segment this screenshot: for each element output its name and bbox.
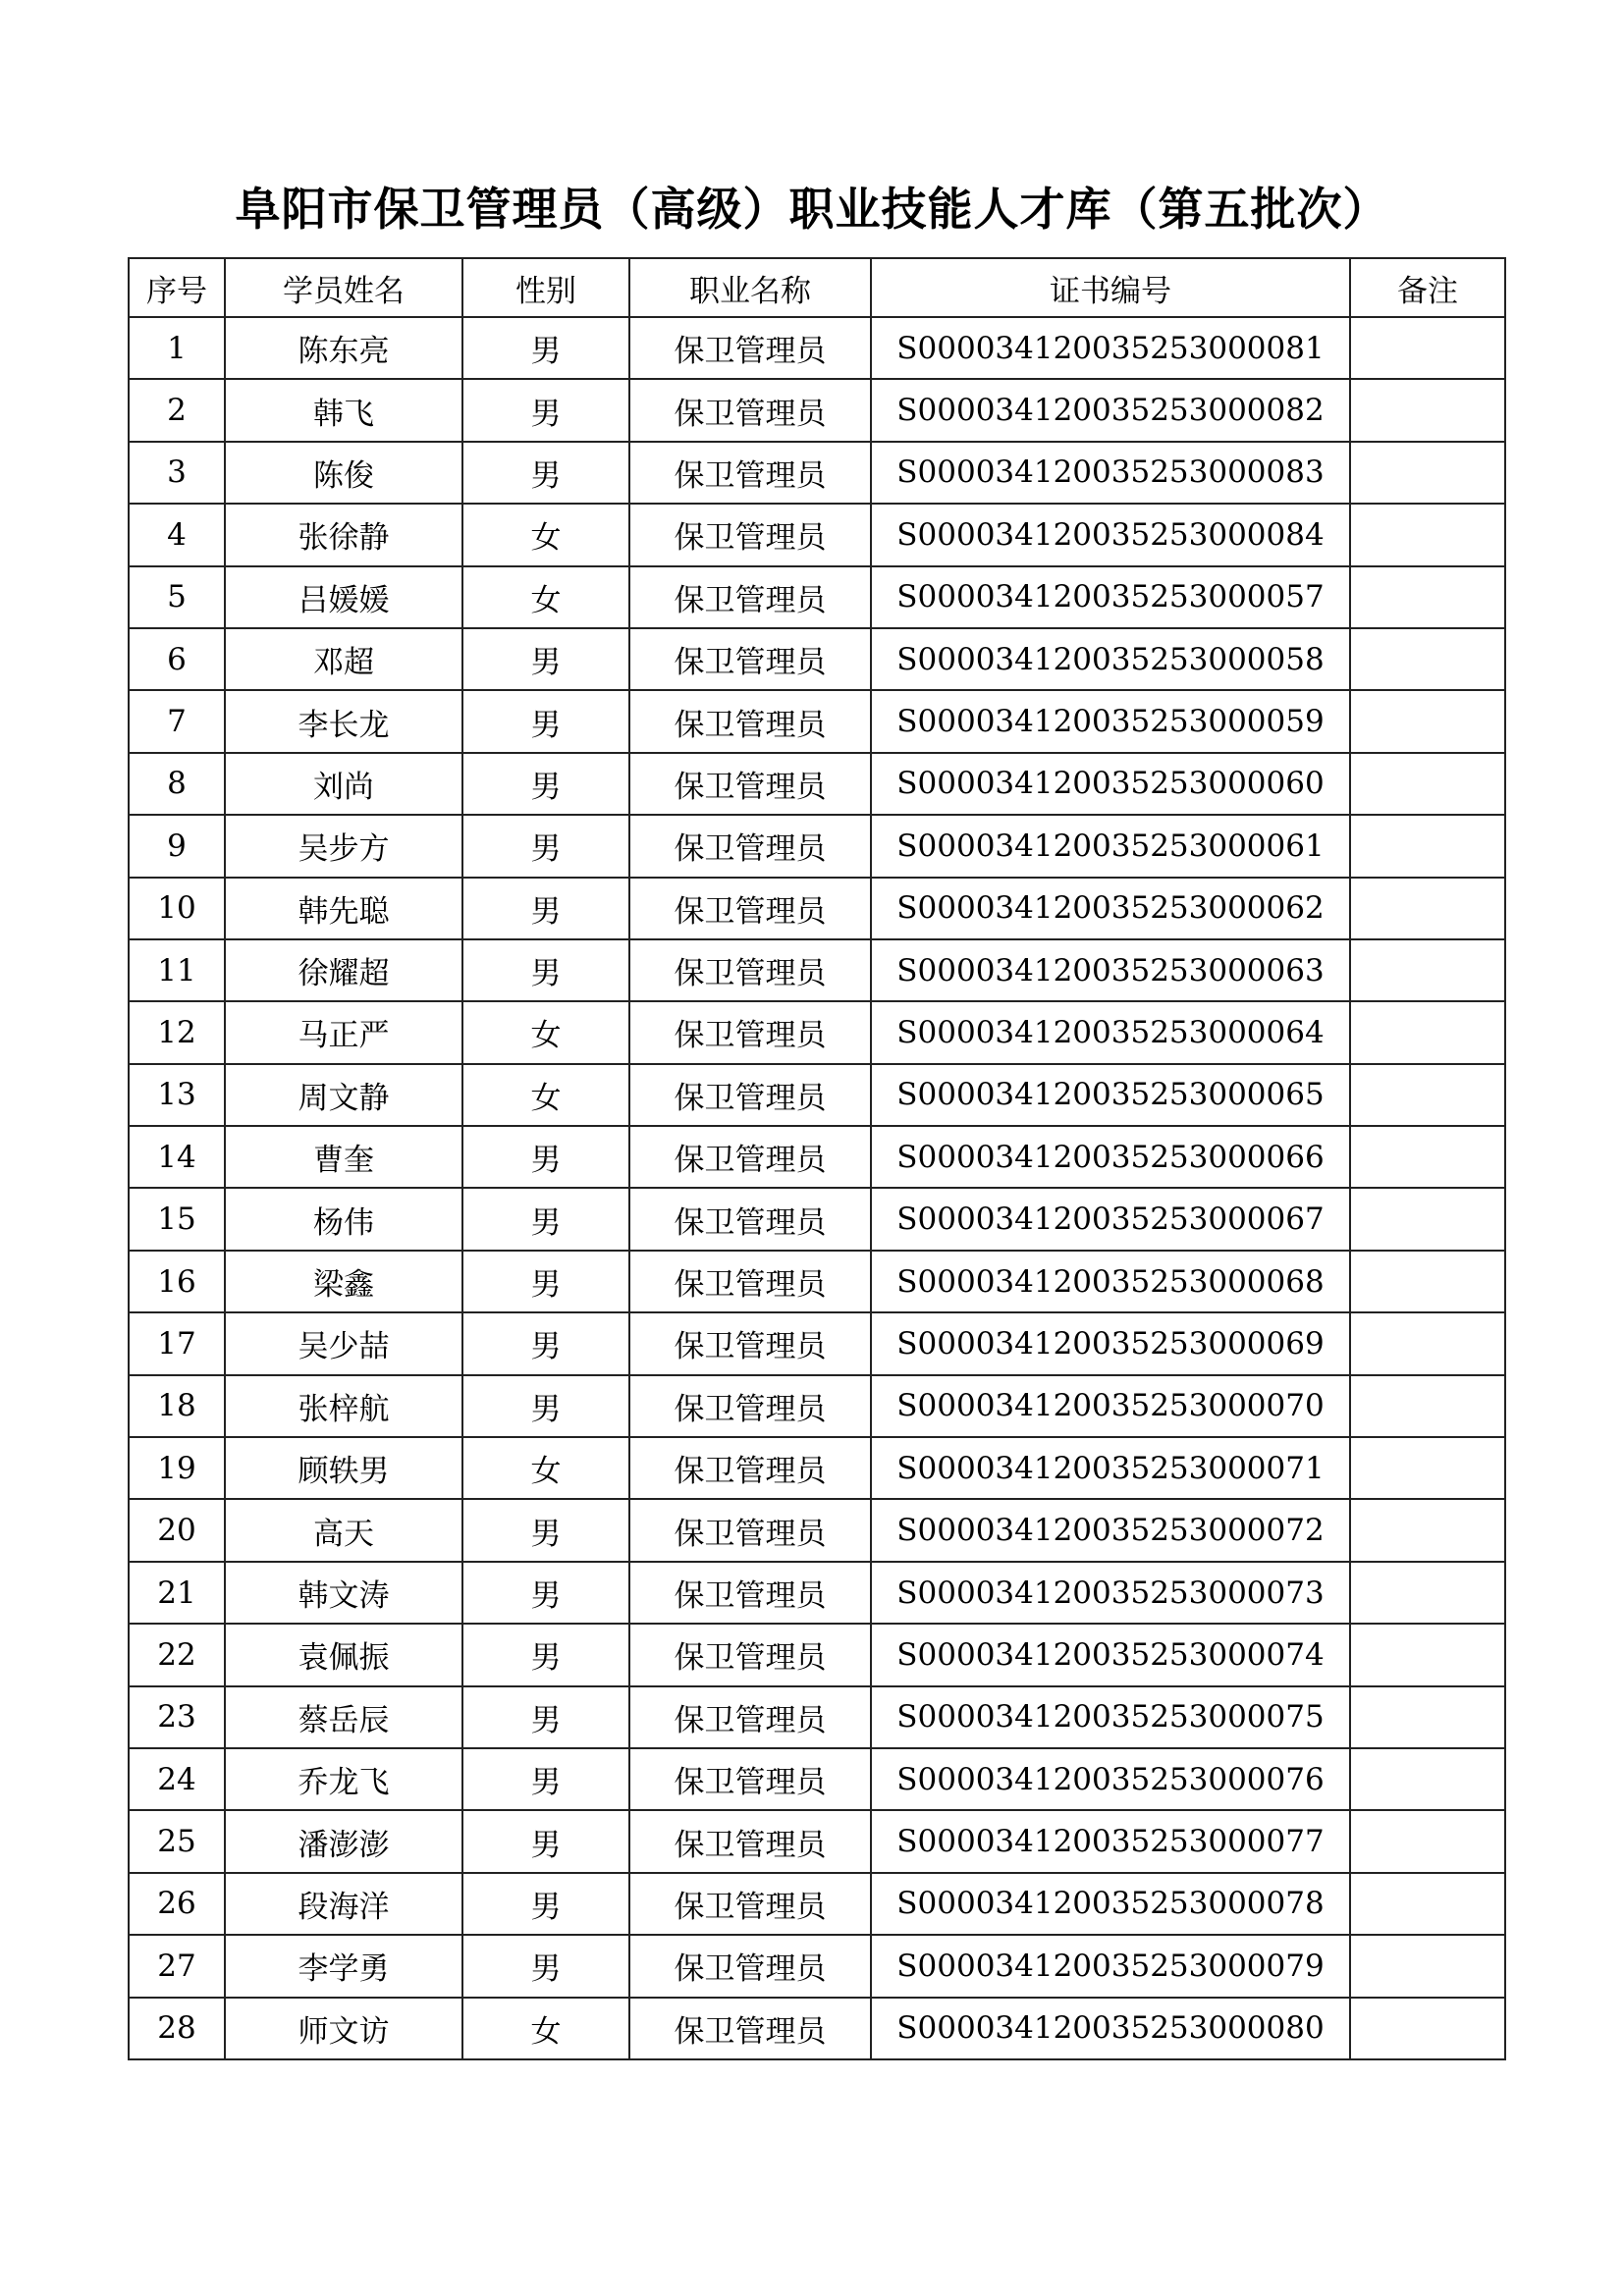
cell-name: 师文访 (225, 1998, 462, 2059)
cell-note (1350, 1499, 1505, 1561)
cell-note (1350, 1998, 1505, 2059)
cell-note (1350, 878, 1505, 939)
cell-gender: 男 (462, 1748, 629, 1810)
cell-cert: S000034120035253000076 (871, 1748, 1350, 1810)
table-row (129, 1562, 1505, 1624)
cell-occupation: 保卫管理员 (629, 878, 871, 939)
table-row (129, 1312, 1505, 1374)
cell-no: 18 (129, 1375, 225, 1437)
cell-no: 15 (129, 1188, 225, 1250)
cell-note (1350, 1873, 1505, 1935)
cell-no: 26 (129, 1873, 225, 1935)
cell-note (1350, 1935, 1505, 1997)
cell-cert: S000034120035253000067 (871, 1188, 1350, 1250)
cell-name: 刘尚 (225, 753, 462, 815)
cell-no: 8 (129, 753, 225, 815)
cell-occupation: 保卫管理员 (629, 1251, 871, 1312)
cell-gender: 女 (462, 566, 629, 628)
cell-occupation: 保卫管理员 (629, 1873, 871, 1935)
cell-no: 12 (129, 1001, 225, 1063)
cell-cert: S000034120035253000082 (871, 379, 1350, 441)
cell-no: 2 (129, 379, 225, 441)
cell-cert: S000034120035253000070 (871, 1375, 1350, 1437)
cell-occupation: 保卫管理员 (629, 1375, 871, 1437)
cell-note (1350, 1375, 1505, 1437)
header-no: 序号 (129, 258, 225, 317)
cell-cert: S000034120035253000071 (871, 1437, 1350, 1499)
table-row (129, 504, 1505, 565)
table-row (129, 1437, 1505, 1499)
roster-table (128, 257, 1506, 2060)
cell-name: 梁鑫 (225, 1251, 462, 1312)
cell-name: 韩先聪 (225, 878, 462, 939)
cell-no: 13 (129, 1064, 225, 1126)
cell-name: 韩飞 (225, 379, 462, 441)
cell-gender: 女 (462, 1001, 629, 1063)
cell-note (1350, 1251, 1505, 1312)
cell-note (1350, 1001, 1505, 1063)
cell-name: 陈俊 (225, 442, 462, 504)
cell-note (1350, 1686, 1505, 1748)
cell-name: 邓超 (225, 628, 462, 690)
table-body (129, 317, 1505, 2059)
cell-cert: S000034120035253000079 (871, 1935, 1350, 1997)
cell-cert: S000034120035253000073 (871, 1562, 1350, 1624)
cell-gender: 男 (462, 1935, 629, 1997)
cell-name: 李学勇 (225, 1935, 462, 1997)
cell-name: 吕媛媛 (225, 566, 462, 628)
cell-no: 24 (129, 1748, 225, 1810)
cell-cert: S000034120035253000080 (871, 1998, 1350, 2059)
cell-cert: S000034120035253000057 (871, 566, 1350, 628)
cell-cert: S000034120035253000066 (871, 1126, 1350, 1188)
cell-name: 李长龙 (225, 690, 462, 752)
cell-gender: 男 (462, 317, 629, 379)
cell-occupation: 保卫管理员 (629, 1562, 871, 1624)
cell-name: 徐耀超 (225, 939, 462, 1001)
cell-cert: S000034120035253000060 (871, 753, 1350, 815)
cell-no: 17 (129, 1312, 225, 1374)
cell-gender: 男 (462, 1562, 629, 1624)
cell-gender: 男 (462, 1686, 629, 1748)
cell-gender: 男 (462, 1624, 629, 1685)
cell-no: 20 (129, 1499, 225, 1561)
cell-gender: 男 (462, 1499, 629, 1561)
cell-cert: S000034120035253000077 (871, 1810, 1350, 1872)
table-row (129, 1499, 1505, 1561)
table-row (129, 1375, 1505, 1437)
cell-cert: S000034120035253000081 (871, 317, 1350, 379)
cell-name: 曹奎 (225, 1126, 462, 1188)
table-row (129, 1251, 1505, 1312)
cell-no: 28 (129, 1998, 225, 2059)
table-row (129, 1064, 1505, 1126)
cell-no: 4 (129, 504, 225, 565)
cell-no: 16 (129, 1251, 225, 1312)
cell-note (1350, 1126, 1505, 1188)
cell-name: 韩文涛 (225, 1562, 462, 1624)
table-header (129, 258, 1505, 317)
table-row (129, 939, 1505, 1001)
cell-gender: 男 (462, 1188, 629, 1250)
cell-occupation: 保卫管理员 (629, 628, 871, 690)
table-row (129, 1810, 1505, 1872)
cell-no: 21 (129, 1562, 225, 1624)
table-row (129, 1686, 1505, 1748)
cell-no: 5 (129, 566, 225, 628)
cell-gender: 男 (462, 1810, 629, 1872)
cell-gender: 男 (462, 1126, 629, 1188)
cell-name: 段海洋 (225, 1873, 462, 1935)
cell-no: 19 (129, 1437, 225, 1499)
cell-cert: S000034120035253000069 (871, 1312, 1350, 1374)
table-row (129, 1998, 1505, 2059)
cell-gender: 女 (462, 504, 629, 565)
cell-cert: S000034120035253000068 (871, 1251, 1350, 1312)
cell-cert: S000034120035253000062 (871, 878, 1350, 939)
cell-note (1350, 566, 1505, 628)
cell-no: 23 (129, 1686, 225, 1748)
cell-cert: S000034120035253000061 (871, 815, 1350, 877)
header-row (129, 258, 1505, 317)
cell-cert: S000034120035253000064 (871, 1001, 1350, 1063)
cell-gender: 男 (462, 1251, 629, 1312)
cell-note (1350, 1188, 1505, 1250)
cell-note (1350, 1437, 1505, 1499)
cell-name: 高天 (225, 1499, 462, 1561)
cell-occupation: 保卫管理员 (629, 1001, 871, 1063)
cell-note (1350, 504, 1505, 565)
table-row (129, 690, 1505, 752)
cell-gender: 男 (462, 628, 629, 690)
cell-occupation: 保卫管理员 (629, 1998, 871, 2059)
cell-occupation: 保卫管理员 (629, 1312, 871, 1374)
cell-note (1350, 1312, 1505, 1374)
cell-name: 张徐静 (225, 504, 462, 565)
cell-cert: S000034120035253000072 (871, 1499, 1350, 1561)
cell-no: 1 (129, 317, 225, 379)
cell-gender: 男 (462, 878, 629, 939)
header-occupation: 职业名称 (629, 258, 871, 317)
table-row (129, 753, 1505, 815)
cell-note (1350, 628, 1505, 690)
table-row (129, 628, 1505, 690)
cell-note (1350, 379, 1505, 441)
header-gender: 性别 (462, 258, 629, 317)
cell-occupation: 保卫管理员 (629, 442, 871, 504)
cell-note (1350, 1748, 1505, 1810)
cell-no: 27 (129, 1935, 225, 1997)
cell-no: 10 (129, 878, 225, 939)
table-row (129, 1624, 1505, 1685)
cell-occupation: 保卫管理员 (629, 1810, 871, 1872)
cell-no: 11 (129, 939, 225, 1001)
cell-note (1350, 1810, 1505, 1872)
cell-note (1350, 815, 1505, 877)
cell-note (1350, 1064, 1505, 1126)
cell-cert: S000034120035253000078 (871, 1873, 1350, 1935)
cell-note (1350, 939, 1505, 1001)
cell-occupation: 保卫管理员 (629, 1064, 871, 1126)
cell-no: 25 (129, 1810, 225, 1872)
cell-occupation: 保卫管理员 (629, 939, 871, 1001)
cell-gender: 男 (462, 1873, 629, 1935)
cell-gender: 女 (462, 1437, 629, 1499)
cell-occupation: 保卫管理员 (629, 504, 871, 565)
cell-name: 张梓航 (225, 1375, 462, 1437)
cell-name: 袁佩振 (225, 1624, 462, 1685)
cell-no: 7 (129, 690, 225, 752)
cell-name: 蔡岳辰 (225, 1686, 462, 1748)
cell-cert: S000034120035253000059 (871, 690, 1350, 752)
header-name: 学员姓名 (225, 258, 462, 317)
cell-occupation: 保卫管理员 (629, 379, 871, 441)
cell-name: 吴步方 (225, 815, 462, 877)
cell-note (1350, 1562, 1505, 1624)
cell-name: 乔龙飞 (225, 1748, 462, 1810)
cell-gender: 男 (462, 379, 629, 441)
cell-no: 9 (129, 815, 225, 877)
cell-gender: 男 (462, 753, 629, 815)
cell-occupation: 保卫管理员 (629, 815, 871, 877)
cell-gender: 男 (462, 939, 629, 1001)
cell-occupation: 保卫管理员 (629, 1188, 871, 1250)
cell-occupation: 保卫管理员 (629, 1437, 871, 1499)
cell-gender: 男 (462, 1375, 629, 1437)
table-row (129, 1126, 1505, 1188)
cell-occupation: 保卫管理员 (629, 1935, 871, 1997)
cell-occupation: 保卫管理员 (629, 566, 871, 628)
table-row (129, 878, 1505, 939)
cell-no: 3 (129, 442, 225, 504)
page-title: 阜阳市保卫管理员（高级）职业技能人才库（第五批次） (235, 183, 1389, 236)
cell-occupation: 保卫管理员 (629, 690, 871, 752)
cell-occupation: 保卫管理员 (629, 1126, 871, 1188)
cell-name: 潘澎澎 (225, 1810, 462, 1872)
header-cert: 证书编号 (871, 258, 1350, 317)
cell-gender: 男 (462, 815, 629, 877)
cell-no: 22 (129, 1624, 225, 1685)
cell-gender: 男 (462, 442, 629, 504)
cell-occupation: 保卫管理员 (629, 753, 871, 815)
cell-name: 顾轶男 (225, 1437, 462, 1499)
cell-occupation: 保卫管理员 (629, 1499, 871, 1561)
cell-name: 杨伟 (225, 1188, 462, 1250)
cell-no: 6 (129, 628, 225, 690)
cell-name: 周文静 (225, 1064, 462, 1126)
header-note: 备注 (1350, 258, 1505, 317)
table-row (129, 1001, 1505, 1063)
cell-cert: S000034120035253000065 (871, 1064, 1350, 1126)
cell-name: 马正严 (225, 1001, 462, 1063)
cell-occupation: 保卫管理员 (629, 1624, 871, 1685)
cell-cert: S000034120035253000058 (871, 628, 1350, 690)
table-row (129, 317, 1505, 379)
cell-gender: 女 (462, 1998, 629, 2059)
cell-no: 14 (129, 1126, 225, 1188)
cell-gender: 男 (462, 690, 629, 752)
cell-cert: S000034120035253000084 (871, 504, 1350, 565)
cell-note (1350, 317, 1505, 379)
table-row (129, 1748, 1505, 1810)
table-row (129, 1188, 1505, 1250)
cell-note (1350, 442, 1505, 504)
cell-cert: S000034120035253000063 (871, 939, 1350, 1001)
table-row (129, 379, 1505, 441)
table-row (129, 442, 1505, 504)
cell-occupation: 保卫管理员 (629, 1686, 871, 1748)
cell-gender: 男 (462, 1312, 629, 1374)
table-row (129, 1873, 1505, 1935)
cell-occupation: 保卫管理员 (629, 1748, 871, 1810)
table-row (129, 815, 1505, 877)
cell-name: 陈东亮 (225, 317, 462, 379)
cell-cert: S000034120035253000075 (871, 1686, 1350, 1748)
cell-note (1350, 690, 1505, 752)
cell-cert: S000034120035253000083 (871, 442, 1350, 504)
cell-note (1350, 1624, 1505, 1685)
cell-gender: 女 (462, 1064, 629, 1126)
table-row (129, 566, 1505, 628)
cell-name: 吴少喆 (225, 1312, 462, 1374)
table-row (129, 1935, 1505, 1997)
cell-note (1350, 753, 1505, 815)
cell-occupation: 保卫管理员 (629, 317, 871, 379)
cell-cert: S000034120035253000074 (871, 1624, 1350, 1685)
